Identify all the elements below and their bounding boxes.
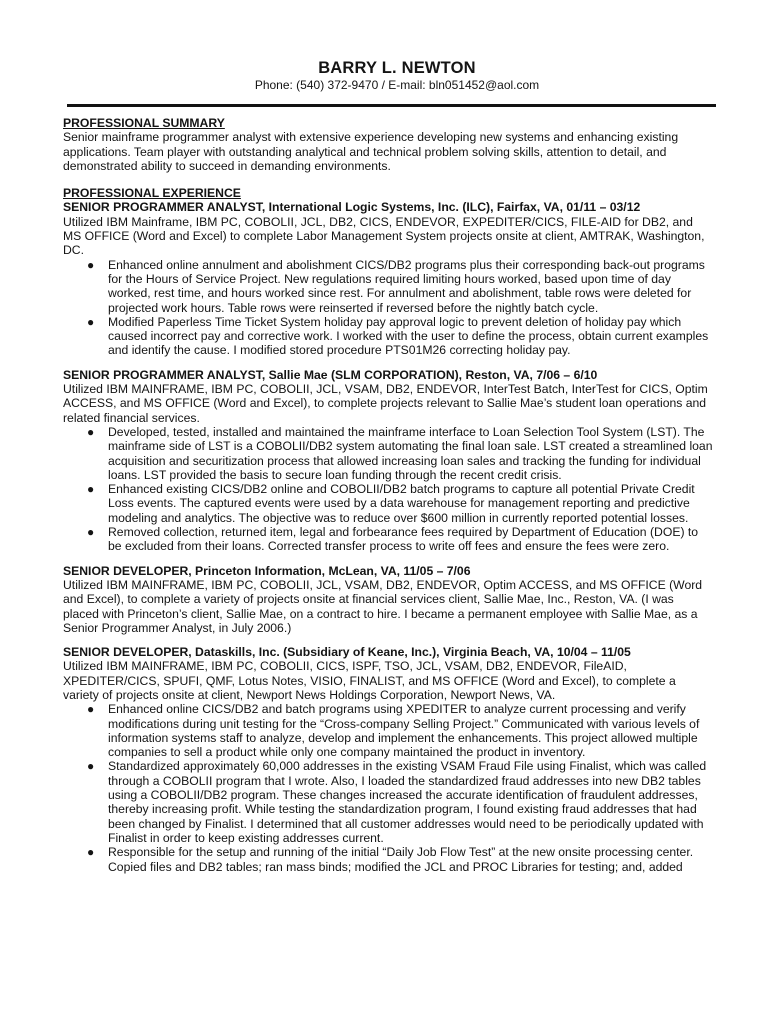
job-title: SENIOR PROGRAMMER ANALYST, International Logic Systems, Inc. (ILC), Fairfax, VA, 01/11 – 03/12 (63, 200, 641, 215)
job-entry (63, 564, 713, 635)
bullet-text: Enhanced existing CICS/DB2 online and COBOLII/DB2 batch programs to capture all potential Private Credit Loss events. The captured events were used by a data warehouse for management reporting and predictive modeling and analytics. The objective was to reduce over $600 million in currently reported potential losses. (108, 482, 695, 525)
bullet-item (63, 525, 713, 554)
candidate-name: BARRY L. NEWTON (318, 59, 476, 77)
bullet-text: Enhanced online annulment and abolishment CICS/DB2 programs plus their corresponding back-out programs for the Hours of Service Project. New regulations required limiting hours worked, based upon time of day worked, rest time, and hours worked since rest. For annulment and abolishment, table rows were deleted for projected work hours. Table rows were reinserted if reversed before the nightly batch cycle. (108, 257, 705, 315)
job-bullets (63, 702, 713, 874)
job-description: Utilized IBM MAINFRAME, IBM PC, COBOLII, JCL, VSAM, DB2, ENDEVOR, Optim ACCESS, and MS OFFICE (Word and Excel), to complete a variety of projects onsite at financial services client, Sallie Mae, Inc., Reston, VA. (I was placed with Princeton’s client, Sallie Mae, on a contract to hire. I became a permanent employee with Sallie Mae, as a Senior Programmer Analyst, in July 2006.) (63, 577, 703, 635)
bullet-icon: ● (87, 702, 95, 717)
bullet-text: Developed, tested, installed and maintained the mainframe interface to Loan Selection Tool System (LST). The mainframe side of LST is a COBOLII/DB2 system automating the final loan sale. LST created a streamlined loan acquisition and securitization process that allowed increasing loan sales and tracking the funding for individual loans. LST provided the basis to secure loan funding through the recent credit crisis. (108, 424, 713, 482)
job-entry (63, 645, 713, 874)
bullet-item (63, 258, 713, 315)
bullet-text: Responsible for the setup and running of the initial “Daily Job Flow Test” at the new onsite processing center. Copied files and DB2 tables; ran mass binds; modified the JCL and PROC Libraries for testing; and, added (108, 845, 694, 874)
bullet-item (63, 315, 713, 358)
job-bullets (63, 258, 713, 358)
summary-text: Senior mainframe programmer analyst with extensive experience developing new systems and enhancing existing applications. Team player with outstanding analytical and technical problem solving skills, attention to detail, and demonstrated ability to succeed in demanding environments. (63, 130, 679, 173)
job-title: SENIOR PROGRAMMER ANALYST, Sallie Mae (SLM CORPORATION), Reston, VA, 7/06 – 6/10 (63, 367, 598, 382)
bullet-item (63, 759, 713, 845)
header-divider (67, 104, 716, 107)
bullet-item (63, 482, 713, 525)
job-description: Utilized IBM MAINFRAME, IBM PC, COBOLII, JCL, VSAM, DB2, ENDEVOR, InterTest Batch, InterTest for CICS, Optim ACCESS, and MS OFFICE (Word and Excel), to complete projects relevant to Sallie Mae’s student loan operations and related financial services. (63, 382, 708, 425)
contact-line: Phone: (540) 372-9470 / E-mail: bln051452@aol.com (254, 78, 540, 92)
job-entry (63, 200, 713, 357)
bullet-icon: ● (87, 525, 95, 540)
job-title: SENIOR DEVELOPER, Dataskills, Inc. (Subsidiary of Keane, Inc.), Virginia Beach, VA, 10/04 – 11/05 (63, 645, 631, 660)
resume-page (63, 58, 713, 874)
bullet-icon: ● (87, 759, 95, 774)
bullet-item (63, 425, 713, 482)
experience-heading: PROFESSIONAL EXPERIENCE (63, 186, 241, 201)
bullet-icon: ● (87, 257, 95, 272)
bullet-icon: ● (87, 482, 95, 497)
bullet-text: Enhanced online CICS/DB2 and batch programs using XPEDITER to analyze current processing and verify modifications during unit testing for the “Cross-company Selling Project.” Communicated with various levels of information systems staff to analyze, develop and implement the enhancements. This project allowed multiple companies to sell a product while only one company maintained the product in inventory. (108, 702, 700, 760)
job-description: Utilized IBM Mainframe, IBM PC, COBOLII, JCL, DB2, CICS, ENDEVOR, EXPEDITER/CICS, FILE-AID for DB2, and MS OFFICE (Word and Excel) to complete Labor Management System projects onsite at client, AMTRAK, Washington, DC. (63, 214, 705, 258)
job-bullets (63, 425, 713, 554)
bullet-icon: ● (87, 314, 95, 329)
job-title: SENIOR DEVELOPER, Princeton Information, McLean, VA, 11/05 – 7/06 (63, 563, 471, 578)
job-entry (63, 368, 713, 554)
bullet-text: Modified Paperless Time Ticket System holiday pay approval logic to prevent deletion of holiday pay which caused incorrect pay and corrective work. I worked with the user to define the process, obtain current examples and identify the cause. I modified stored procedure PTS01M26 correcting holiday pay. (108, 314, 709, 358)
bullet-item (63, 845, 713, 874)
bullet-icon: ● (87, 424, 95, 439)
bullet-text: Standardized approximately 60,000 addresses in the existing VSAM Fraud File using Finalist, which was called through a COBOLII program that I wrote. Also, I loaded the standardized fraud addresses into new DB2 tables using a COBOLII/DB2 program. These changes increased the accurate identification of fraudulent addresses, thereby increasing profit. While testing the standardization program, I found existing fraud addresses that had been changed by Finalist. I determined that all customer addresses would need to be periodically updated with Finalist in order to keep existing addresses current. (108, 759, 707, 845)
job-description: Utilized IBM MAINFRAME, IBM PC, COBOLII, CICS, ISPF, TSO, JCL, VSAM, DB2, ENDEVOR, FileAID, XPEDITER/CICS, SPUFI, QMF, Lotus Notes, VISIO, FINALIST, and MS OFFICE (Word and Excel), to complete a variety of projects onsite at client, Newport News Holdings Corporation, Newport News, VA. (63, 659, 676, 702)
bullet-icon: ● (87, 845, 95, 860)
bullet-item (63, 702, 713, 759)
bullet-text: Removed collection, returned item, legal and forbearance fees required by Department of Education (DOE) to be excluded from their loans. Corrected transfer process to write off fees and ensure the fees were zero. (108, 525, 699, 554)
summary-heading: PROFESSIONAL SUMMARY (63, 116, 225, 130)
